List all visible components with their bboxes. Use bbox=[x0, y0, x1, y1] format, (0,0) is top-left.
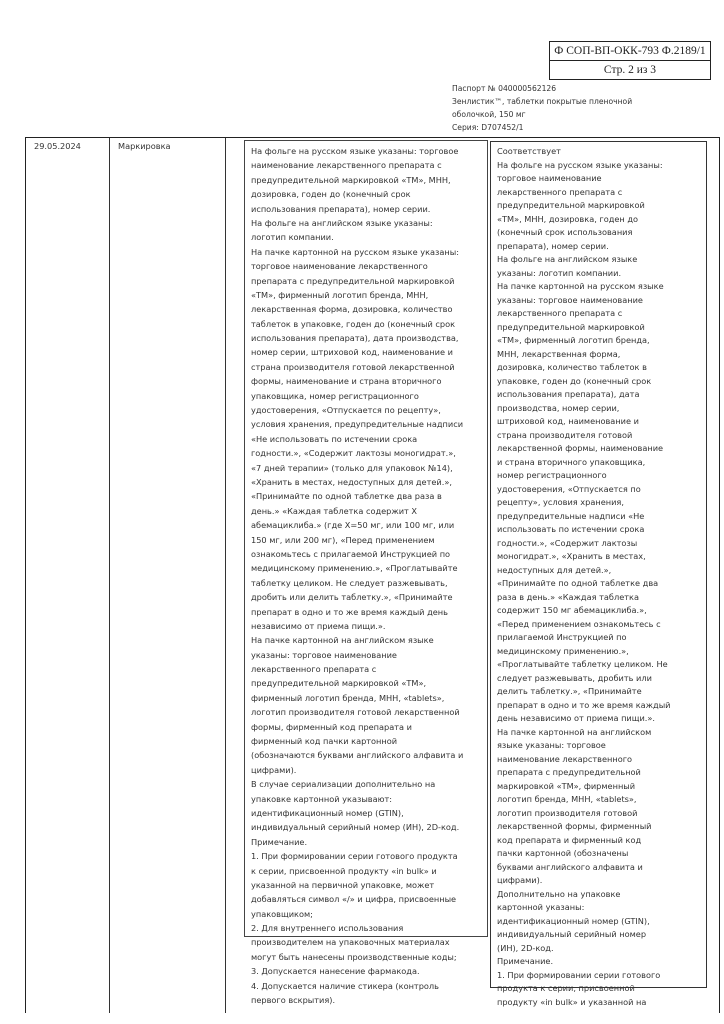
text-line: добавляться символ «/» и цифра, присвоенные bbox=[251, 894, 457, 905]
result-text bbox=[491, 142, 706, 1009]
text-line: указаны: торговое наименование bbox=[497, 294, 643, 305]
text-line: штриховой код, наименование и bbox=[497, 416, 639, 426]
text-line: лекарственного препарата с bbox=[251, 664, 377, 675]
text-line: (конечный срок использования bbox=[497, 227, 633, 237]
text-line: удостоверения, «Отпускается по bbox=[497, 483, 641, 494]
text-line: дозировка, количество таблеток в bbox=[497, 362, 647, 372]
series-number: Серия: D707452/1 bbox=[452, 123, 524, 132]
text-line: годности.», «Содержит лактозы bbox=[497, 537, 638, 548]
text-line: В случае сериализации дополнительно на bbox=[251, 779, 436, 790]
text-line: использования препарата), номер серии. bbox=[251, 203, 431, 214]
requirement-text bbox=[245, 141, 487, 1007]
text-line: картонной указаны: bbox=[497, 902, 585, 912]
text-line: «Хранить в местах, недоступных для детей.», bbox=[251, 476, 452, 487]
text-line: 2. Для внутреннего использования bbox=[251, 923, 404, 934]
text-line: использования препарата), дата производства, bbox=[251, 333, 459, 344]
text-line: лекарственной формы, наименование bbox=[497, 443, 664, 453]
column-divider bbox=[225, 138, 226, 1013]
text-line: логотип производителя готовой bbox=[497, 807, 638, 818]
text-line: абемациклиба.» (где X=50 мг, или 100 мг, или bbox=[251, 520, 455, 531]
text-line: недоступных для детей.», bbox=[497, 564, 612, 575]
text-line: продукту «in bulk» и указанной на bbox=[497, 996, 647, 1007]
text-line: наименование лекарственного препарата с bbox=[251, 160, 442, 171]
product-name-line1: Зенлистик™, таблетки покрытые пленочной bbox=[452, 97, 633, 106]
text-line: дозировка, годен до (конечный срок bbox=[251, 189, 411, 200]
text-line: следует разжевывать, дробить или bbox=[497, 672, 652, 683]
text-line: годности.», «Содержит лактозы моногидрат.», bbox=[251, 448, 456, 459]
text-line: На фольге на английском языке указаны: bbox=[251, 217, 433, 228]
text-line: предупредительной маркировкой «ТМ», МНН, bbox=[251, 174, 451, 185]
text-line: Примечание. bbox=[251, 836, 308, 847]
text-line: (обозначаются буквами английского алфавита и bbox=[251, 750, 464, 761]
text-line: цифрами). bbox=[251, 764, 297, 775]
text-line: буквами английского алфавита и bbox=[497, 861, 643, 872]
text-line: идентификационный номер (GTIN), bbox=[251, 807, 404, 818]
text-line: предупредительные надписи «Не bbox=[497, 510, 645, 521]
text-line: языке указаны: торговое bbox=[497, 740, 606, 750]
text-line: ознакомьтесь с прилагаемой Инструкцией по bbox=[251, 548, 451, 559]
text-line: «Не использовать по истечении срока bbox=[251, 433, 418, 444]
form-code-box bbox=[549, 41, 711, 80]
text-line: упаковке картонной указывают: bbox=[251, 793, 393, 804]
text-line: делить таблетку.», «Принимайте bbox=[497, 686, 642, 696]
text-line: моногидрат.», «Хранить в местах, bbox=[497, 551, 646, 561]
text-line: производителем на упаковочных материалах bbox=[251, 937, 450, 948]
test-results-table bbox=[25, 137, 720, 1013]
text-line: указанной на первичной упаковке, может bbox=[251, 879, 435, 890]
text-line: таблетку целиком. Не следует разжевывать, bbox=[251, 577, 448, 588]
text-line: «7 дней терапии» (только для упаковок №14), bbox=[251, 462, 453, 473]
text-line: день независимо от приема пищи.». bbox=[497, 713, 656, 723]
text-line: На фольге на английском языке bbox=[497, 254, 638, 264]
text-line: использования препарата), дата bbox=[497, 389, 640, 399]
text-line: упаковщиком; bbox=[251, 908, 313, 919]
text-line: «Проглатывайте таблетку целиком. Не bbox=[497, 659, 668, 669]
text-line: фирменный логотип бренда, МНН, «tablets», bbox=[251, 692, 445, 703]
text-line: и страна вторичного упаковщика, bbox=[497, 456, 646, 467]
text-line: Примечание. bbox=[497, 956, 554, 966]
text-line: лекарственной формы, фирменный bbox=[497, 821, 652, 831]
text-line: наименование лекарственного bbox=[497, 753, 633, 764]
text-line: Соответствует bbox=[497, 146, 561, 156]
text-line: пачки картонной (обозначены bbox=[497, 848, 629, 858]
text-line: производства, номер серии, bbox=[497, 402, 620, 413]
form-code: Ф СОП-ВП-ОКК-793 Ф.2189/1 bbox=[554, 45, 706, 57]
text-line: «ТМ», МНН, дозировка, годен до bbox=[497, 213, 639, 224]
text-line: препарата), номер серии. bbox=[497, 240, 609, 251]
text-line: «Перед применением ознакомьтесь с bbox=[497, 618, 661, 629]
column-divider bbox=[109, 138, 110, 1013]
text-line: На пачке картонной на английском bbox=[497, 726, 652, 737]
text-line: страна производителя готовой лекарственной bbox=[251, 361, 455, 372]
text-line: логотип производителя готовой лекарственной bbox=[251, 707, 460, 718]
text-line: 3. Допускается нанесение фармакода. bbox=[251, 966, 420, 977]
text-line: лекарственного препарата с bbox=[497, 308, 623, 318]
parameter-cell: Маркировка bbox=[118, 141, 171, 151]
text-line: указаны: торговое наименование bbox=[251, 649, 397, 660]
text-line: указаны: логотип компании. bbox=[497, 267, 622, 278]
text-line: цифрами). bbox=[497, 875, 543, 885]
text-line: МНН, лекарственная форма, bbox=[497, 348, 621, 359]
requirement-cell bbox=[244, 140, 488, 1006]
text-line: прилагаемой Инструкцией по bbox=[497, 632, 627, 642]
text-line: 150 мг, или 200 мг), «Перед применением bbox=[251, 534, 435, 545]
text-line: лекарственного препарата с bbox=[497, 186, 623, 197]
passport-info bbox=[452, 82, 632, 134]
text-line: На пачке картонной на английском языке bbox=[251, 635, 434, 646]
text-line: маркировкой «ТМ», фирменный bbox=[497, 780, 636, 791]
text-line: продукта к серии, присвоенной bbox=[497, 983, 635, 993]
text-line: предупредительной маркировкой bbox=[497, 200, 645, 210]
text-line: рецепту», условия хранения, bbox=[497, 497, 624, 507]
text-line: к серии, присвоенной продукту «in bulk» и bbox=[251, 865, 437, 876]
text-line: медицинскому применению.», bbox=[497, 645, 629, 656]
text-line: индивидуальный серийный номер (ИН), 2D-код. bbox=[251, 822, 460, 833]
text-line: 4. Допускается наличие стикера (контроль bbox=[251, 980, 439, 991]
text-line: независимо от приема пищи.». bbox=[251, 620, 386, 631]
text-line: медицинскому применению.», «Проглатывайте bbox=[251, 563, 458, 574]
text-line: «ТМ», фирменный логотип бренда, МНН, bbox=[251, 289, 429, 300]
text-line: логотип бренда, МНН, «tablets», bbox=[497, 794, 637, 804]
text-line: день.» «Каждая таблетка содержит X bbox=[251, 505, 418, 516]
text-line: упаковке, годен до (конечный срок bbox=[497, 375, 652, 386]
text-line: препарата с предупредительной маркировкой bbox=[251, 275, 455, 286]
text-line: таблеток в упаковке, годен до (конечный срок bbox=[251, 318, 456, 329]
text-line: предупредительной маркировкой bbox=[497, 321, 645, 332]
text-line: препарат в одно и то же время каждый день bbox=[251, 606, 448, 617]
text-line: «Принимайте по одной таблетке два bbox=[497, 578, 659, 588]
text-line: номер серии, штриховой код, наименование и bbox=[251, 347, 453, 358]
passport-number: Паспорт № 040000562126 bbox=[452, 84, 557, 93]
text-line: Дополнительно на упаковке bbox=[497, 888, 621, 899]
text-line: На фольге на русском языке указаны: торговое bbox=[251, 146, 459, 156]
text-line: первого вскрытия). bbox=[251, 995, 336, 1006]
text-line: могут быть нанесены производственные коды; bbox=[251, 951, 457, 962]
page-number: Стр. 2 из 3 bbox=[550, 60, 710, 79]
text-line: номер регистрационного bbox=[497, 470, 607, 480]
text-line: 1. При формировании серии готового bbox=[497, 969, 661, 980]
text-line: страна производителя готовой bbox=[497, 429, 633, 440]
text-line: препарата с предупредительной bbox=[497, 767, 641, 777]
text-line: фирменный код пачки картонной bbox=[251, 736, 398, 747]
text-line: лекарственная форма, дозировка, количество bbox=[251, 304, 453, 315]
product-name-line2: оболочкой, 150 мг bbox=[452, 110, 526, 119]
text-line: торговое наименование лекарственного bbox=[251, 261, 428, 272]
text-line: удостоверения, «Отпускается по рецепту», bbox=[251, 405, 441, 416]
text-line: формы, наименование и страна вторичного bbox=[251, 376, 442, 387]
text-line: (ИН), 2D-код. bbox=[497, 942, 554, 953]
text-line: «ТМ», фирменный логотип бренда, bbox=[497, 335, 650, 345]
text-line: раза в день.» «Каждая таблетка bbox=[497, 591, 639, 602]
date-cell: 29.05.2024 bbox=[34, 141, 81, 151]
text-line: «Принимайте по одной таблетке два раза в bbox=[251, 491, 442, 502]
text-line: идентификационный номер (GTIN), bbox=[497, 915, 650, 926]
text-line: логотип компании. bbox=[251, 232, 334, 243]
text-line: содержит 150 мг абемациклиба.», bbox=[497, 605, 647, 615]
text-line: условия хранения, предупредительные надписи bbox=[251, 419, 464, 430]
text-line: препарат в одно и то же время каждый bbox=[497, 699, 671, 710]
text-line: дробить или делить таблетку.», «Принимайте bbox=[251, 592, 453, 603]
result-cell bbox=[490, 141, 707, 1007]
text-line: предупредительной маркировкой «ТМ», bbox=[251, 678, 427, 689]
text-line: код препарата и фирменный код bbox=[497, 834, 642, 845]
text-line: индивидуальный серийный номер bbox=[497, 929, 647, 939]
text-line: использовать по истечении срока bbox=[497, 524, 645, 534]
text-line: торговое наименование bbox=[497, 173, 602, 183]
text-line: На фольге на русском языке указаны: bbox=[497, 159, 663, 170]
text-line: На пачке картонной на русском языке указаны: bbox=[251, 246, 459, 257]
text-line: упаковщика, номер регистрационного bbox=[251, 390, 419, 401]
text-line: На пачке картонной на русском языке bbox=[497, 281, 664, 291]
text-line: 1. При формировании серии готового продукта bbox=[251, 851, 458, 862]
text-line: формы, фирменный код препарата и bbox=[251, 721, 412, 732]
